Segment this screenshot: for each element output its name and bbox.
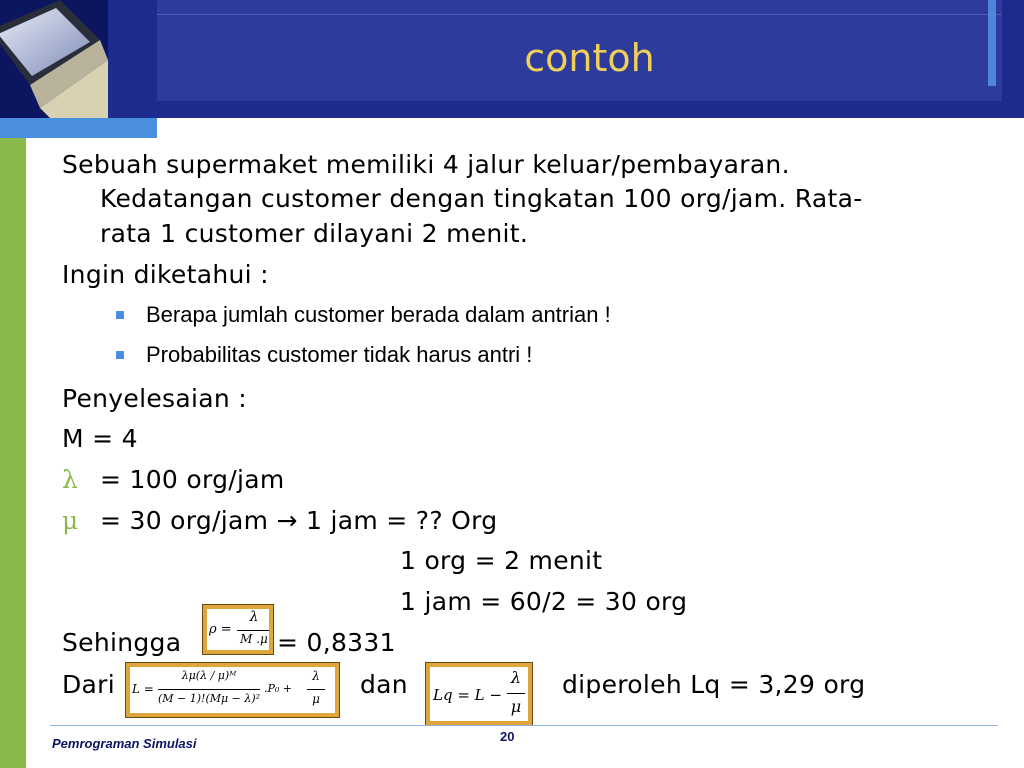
bullet-item-2: Probabilitas customer tidak harus antri ! xyxy=(146,342,533,367)
page-number: 20 xyxy=(500,729,515,744)
Lq-lhs: Lq = L − xyxy=(433,686,502,704)
lambda-value: = 100 org/jam xyxy=(100,465,285,494)
header-rule xyxy=(157,14,1002,15)
L-denominator: (M − 1)!(Mμ − λ)² xyxy=(157,692,261,705)
m-line: M = 4 xyxy=(62,424,138,453)
L-middle: .P₀ + xyxy=(264,682,293,695)
rho-denominator: M .μ xyxy=(240,632,268,646)
L-formula xyxy=(125,662,340,718)
problem-line-2: Kedatangan customer dengan tingkatan 100 org/jam. Rata- xyxy=(100,184,863,213)
Lq-denominator: μ xyxy=(510,697,522,716)
footer-rule xyxy=(50,725,998,726)
org-line: 1 org = 2 menit xyxy=(400,546,603,575)
bullet-item-1: Berapa jumlah customer berada dalam antrian ! xyxy=(146,302,611,327)
problem-line-1: Sebuah supermaket memiliki 4 jalur keluar/pembayaran. xyxy=(62,150,790,179)
dan-label: dan xyxy=(360,670,408,699)
fraction-bar xyxy=(158,689,260,690)
solution-heading: Penyelesaian : xyxy=(62,384,247,413)
problem-line-3: rata 1 customer dilayani 2 menit. xyxy=(100,219,529,248)
fraction-bar xyxy=(237,630,269,631)
result-line: diperoleh Lq = 3,29 org xyxy=(562,670,866,699)
slide-title: contoh xyxy=(524,36,655,80)
fraction-bar xyxy=(507,693,525,694)
L-denominator-2: μ xyxy=(312,692,320,706)
rho-formula xyxy=(202,604,274,655)
L-numerator-2: λ xyxy=(312,669,320,683)
computer-monitor-icon xyxy=(0,0,108,118)
side-accent-strip xyxy=(0,138,26,768)
fraction-bar xyxy=(307,689,325,690)
footer-course: Pemrograman Simulasi xyxy=(52,736,197,751)
lambda-symbol: λ xyxy=(62,465,78,494)
Lq-numerator: λ xyxy=(510,668,522,687)
mu-symbol: μ xyxy=(62,506,79,535)
jam-line: 1 jam = 60/2 = 30 org xyxy=(400,587,688,616)
L-numerator: λμ(λ / μ)ᴹ xyxy=(181,669,237,682)
Lq-formula xyxy=(425,662,533,726)
rho-numerator: λ xyxy=(249,609,259,625)
rho-value: = 0,8331 xyxy=(277,628,396,657)
sehingga-label: Sehingga xyxy=(62,628,182,657)
L-lhs: L = xyxy=(132,682,154,696)
bullet-square-icon xyxy=(116,351,124,359)
mu-value: = 30 org/jam → 1 jam = ?? Org xyxy=(100,506,498,535)
rho-lhs: ρ = xyxy=(209,622,232,637)
ingin-label: Ingin diketahui : xyxy=(62,260,269,289)
dari-label: Dari xyxy=(62,670,115,699)
accent-strip xyxy=(0,118,157,138)
bullet-square-icon xyxy=(116,311,124,319)
